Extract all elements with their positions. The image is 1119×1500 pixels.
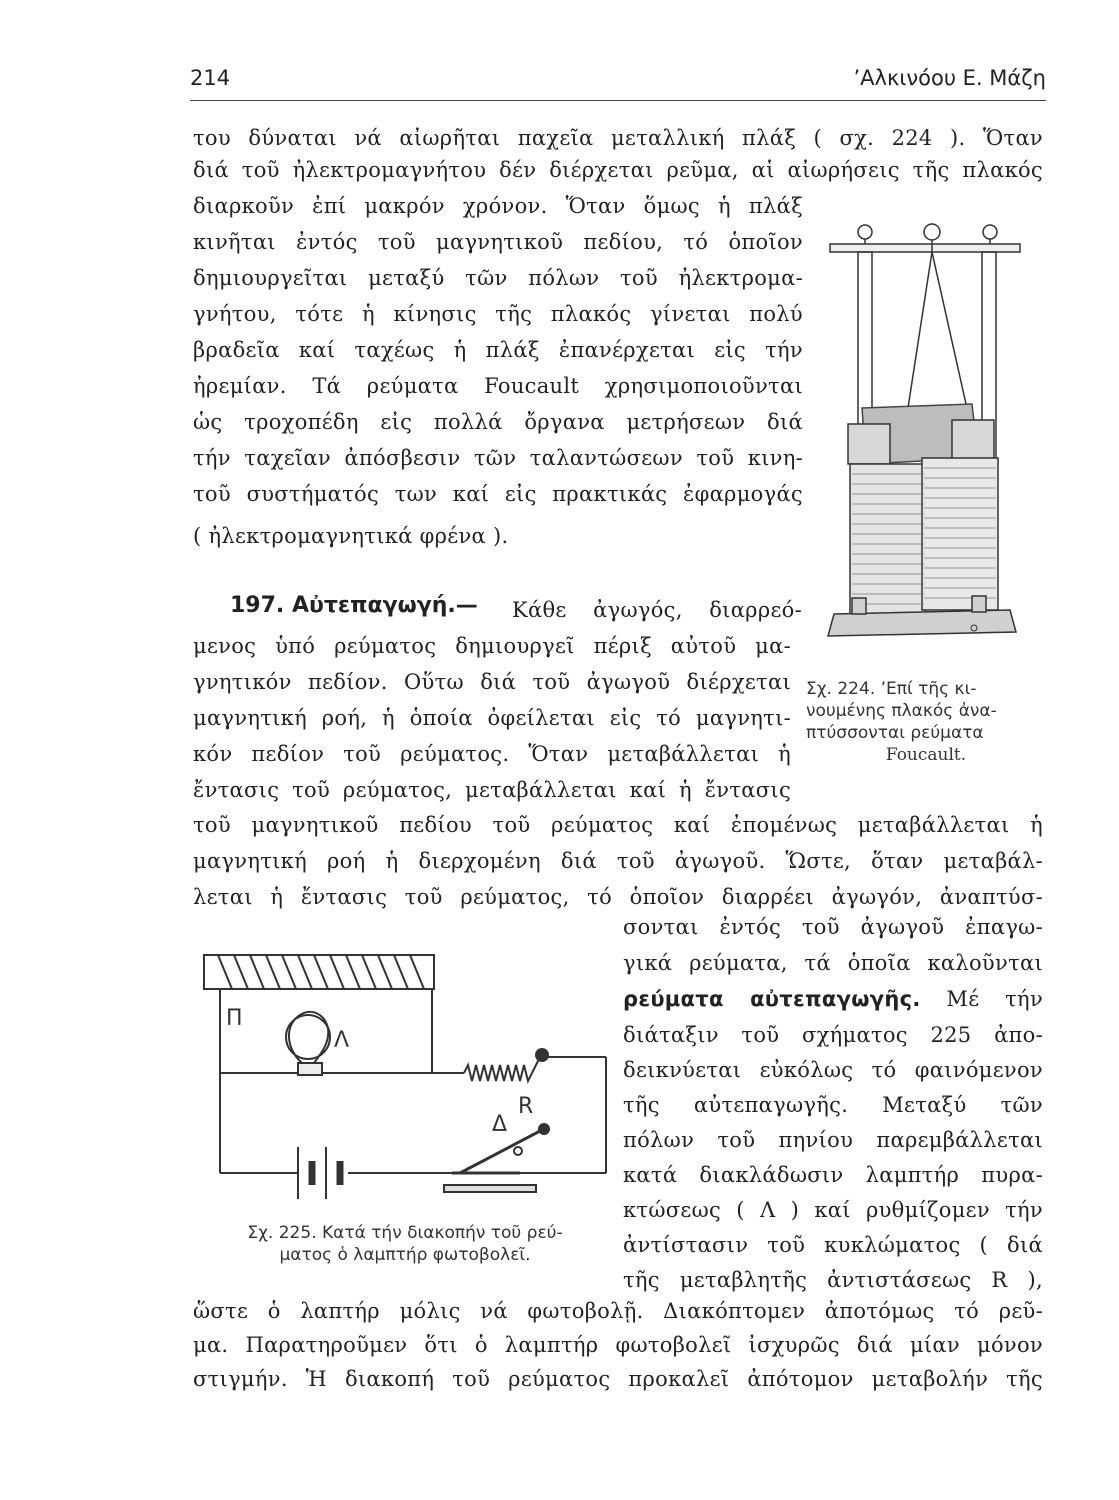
text-line: διαρκοῦν ἐπί μακρόν χρόνον. Ὅταν ὅμως ἡ πλάξ: [193, 194, 803, 218]
text-line: γνητικόν πεδίον. Οὕτω διά τοῦ ἀγωγοῦ διέρχεται: [193, 670, 791, 694]
text-line: μαγνητική ροή, ἡ ὁποία ὀφείλεται εἰς τό μαγνητι-: [193, 706, 791, 730]
text-line: στιγμήν. Ἡ διακοπή τοῦ ρεύματος προκαλεῖ ἀπότομον μεταβολήν τῆς: [193, 1367, 1043, 1391]
figure-224-electromagnet: [822, 218, 1022, 658]
text-line: κατά διακλάδωσιν λαμπτήρ πυρα-: [623, 1163, 1043, 1187]
text-line: δημιουργεῖται μεταξύ τῶν πόλων τοῦ ἠλεκτρομα-: [193, 266, 803, 290]
text-line: ( ἠλεκτρομαγνητικά φρένα ).: [193, 524, 509, 548]
label-switch: Δ: [492, 1112, 508, 1137]
text-line: δεικνύεται εὐκόλως τό φαινόμενον: [623, 1058, 1043, 1082]
text-line: γικά ρεύματα, τά ὁποῖα καλοῦνται: [623, 951, 1043, 975]
text-line: Κάθε ἀγωγός, διαρρεό-: [512, 598, 802, 622]
text-line: πόλων τοῦ πηνίου παρεμβάλλεται: [623, 1128, 1043, 1152]
section-heading: 197. Αὐτεπαγωγή.—: [230, 593, 478, 618]
text-line: λεται ἡ ἔντασις τοῦ ρεύματος, τό ὁποῖον διαρρέει ἀγωγόν, ἀναπτύσ-: [193, 885, 1043, 909]
text-line: τῆς αὐτεπαγωγῆς. Μεταξύ τῶν: [623, 1093, 1043, 1117]
figure-224-caption: [806, 678, 1046, 766]
text-line: ὡς τροχοπέδη εἰς πολλά ὄργανα μετρήσεων διά: [193, 410, 803, 434]
text-line: μαγνητική ροή ἡ διερχομένη διά τοῦ ἀγωγοῦ. Ὥστε, ὅταν μεταβάλ-: [193, 849, 1043, 873]
caption-line: Σχ. 224. ’Επί τῆς κι-: [806, 679, 977, 699]
text-line: του δύναται νά αἰωρῆται παχεῖα μεταλλική πλάξ ( σχ. 224 ). Ὅταν: [193, 126, 1043, 150]
running-author: ’Αλκινόου Ε. Μάζη: [853, 66, 1046, 90]
page-number: 214: [190, 66, 231, 90]
text-span: Μέ τήν: [946, 987, 1044, 1011]
caption-line: νουμένης πλακός ἀνα-: [806, 701, 997, 721]
figure-225-caption: [200, 1222, 610, 1266]
text-line: κινῆται ἐντός τοῦ μαγνητικοῦ πεδίου, τό ὁποῖον: [193, 230, 803, 254]
text-line: βραδεῖα καί ταχέως ἡ πλάξ ἐπανέρχεται εἰς τήν: [193, 338, 803, 362]
text-line: ὥστε ὁ λαπτήρ μόλις νά φωτοβολῇ. Διακόπτομεν ἀποτόμως τό ρεῦ-: [193, 1299, 1043, 1323]
text-line: κτώσεως ( Λ ) καί ρυθμίζομεν τήν: [623, 1198, 1043, 1222]
caption-line: ματος ὁ λαμπτήρ φωτοβολεῖ.: [279, 1245, 531, 1265]
caption-line: πτύσσονται ρεύματα: [806, 723, 984, 743]
text-line: ἔντασις τοῦ ρεύματος, μεταβάλλεται καί ἡ ἔντασις: [193, 778, 791, 802]
text-line: ἀντίστασιν τοῦ κυκλώματος ( διά: [623, 1233, 1043, 1257]
text-line: γνήτου, τότε ἡ κίνησις τῆς πλακός γίνεται πολύ: [193, 302, 803, 326]
caption-line: Foucault.: [885, 745, 967, 765]
text-line: τῆς μεταβλητῆς ἀντιστάσεως R ),: [623, 1268, 1043, 1292]
text-line: σονται ἐντός τοῦ ἀγωγοῦ ἐπαγω-: [623, 915, 1043, 939]
label-lamp: Λ: [334, 1028, 350, 1053]
bold-term: ρεύματα αὐτεπαγωγῆς.: [623, 987, 921, 1011]
figure-225-circuit: [200, 945, 620, 1215]
text-line: [623, 984, 1043, 1014]
page-header: [190, 66, 1046, 98]
caption-line: Σχ. 225. Κατά τήν διακοπήν τοῦ ρεύ-: [247, 1223, 563, 1243]
header-rule: [190, 100, 1046, 101]
text-line: μα. Παρατηροῦμεν ὅτι ὁ λαμπτήρ φωτοβολεῖ ἰσχυρῶς διά μίαν μόνον: [193, 1333, 1043, 1357]
label-resistance: R: [518, 1094, 534, 1119]
text-line: διάταξιν τοῦ σχήματος 225 ἀπο-: [623, 1023, 1043, 1047]
text-line: ἠρεμίαν. Τά ρεύματα Foucault χρησιμοποιοῦνται: [193, 374, 803, 398]
text-line: τοῦ συστήματός των καί εἰς πρακτικάς ἐφαρμογάς: [193, 482, 803, 506]
text-line: μενος ὑπό ρεύματος δημιουργεῖ πέριξ αὐτοῦ μα-: [193, 634, 791, 658]
label-coil: Π: [226, 1006, 243, 1031]
text-line: τήν ταχεῖαν ἀπόσβεσιν τῶν ταλαντώσεων τοῦ κινη-: [193, 446, 803, 470]
text-line: διά τοῦ ἠλεκτρομαγνήτου δέν διέρχεται ρεῦμα, αἱ αἰωρήσεις τῆς πλακός: [193, 158, 1043, 182]
text-line: τοῦ μαγνητικοῦ πεδίου τοῦ ρεύματος καί ἐπομένως μεταβάλλεται ἡ: [193, 813, 1043, 837]
text-line: κόν πεδίον τοῦ ρεύματος. Ὅταν μεταβάλλεται ἡ: [193, 742, 791, 766]
